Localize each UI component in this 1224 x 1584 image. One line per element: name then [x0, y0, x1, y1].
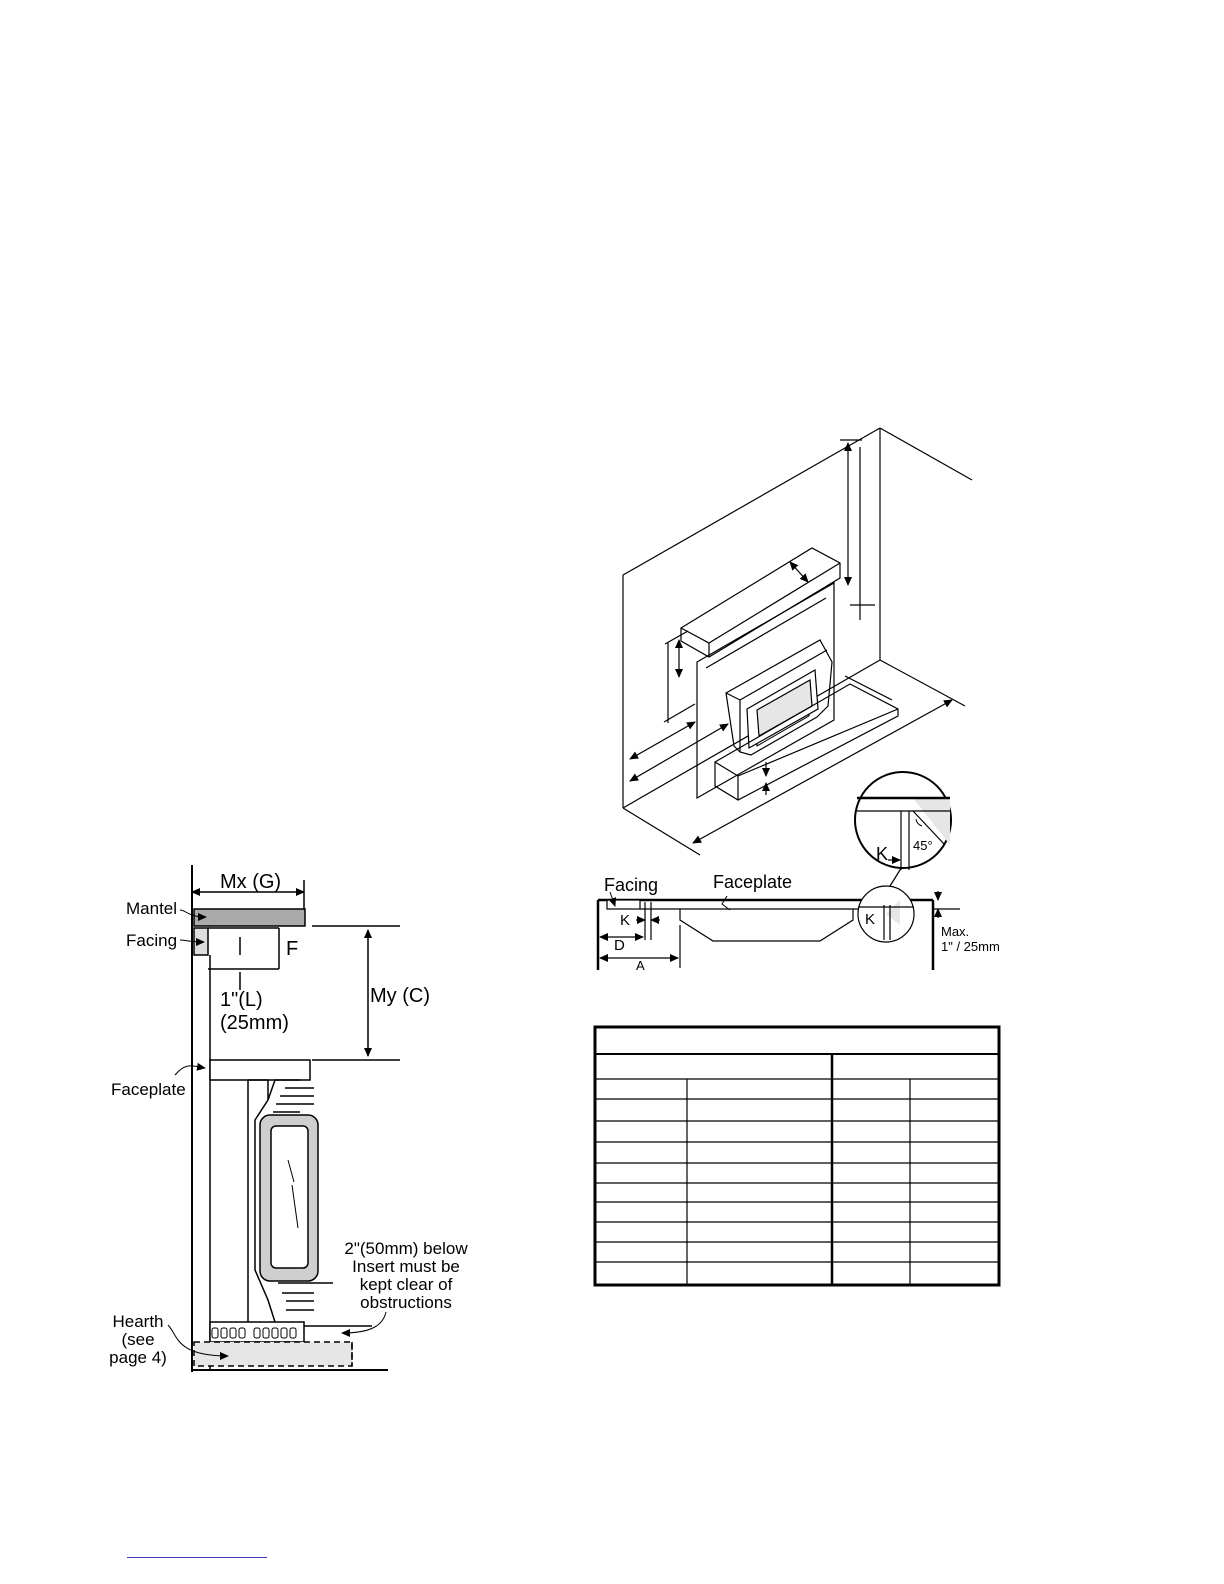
clearance-note-line3: kept clear of — [359, 1275, 453, 1294]
hearth-label-line3: page 4) — [109, 1348, 167, 1367]
large-detail-angle-label: 45° — [913, 838, 933, 853]
clearance-note-line4: obstructions — [360, 1293, 452, 1312]
iso-left-tick-b — [664, 704, 695, 722]
bottom-rule — [127, 1557, 267, 1558]
l-label-line1: 1"(L) — [220, 989, 263, 1011]
iso-floor-dim-1 — [630, 722, 695, 759]
back-wall-top — [623, 428, 880, 575]
lower-fins — [278, 1283, 333, 1310]
floor-side-edge — [880, 660, 965, 706]
dimension-table — [595, 1027, 999, 1285]
faceplate-shape — [210, 1060, 310, 1080]
f-label: F — [286, 938, 299, 960]
plan-view-diagram — [598, 772, 960, 970]
faceplate-leader — [175, 1066, 205, 1075]
table-outer-border — [595, 1027, 999, 1285]
iso-floor-dim-2 — [630, 724, 728, 781]
iso-mantel — [681, 548, 840, 657]
facing-label: Facing — [126, 931, 178, 950]
large-detail-k-label: K — [876, 844, 889, 864]
mantel-label: Mantel — [126, 899, 178, 918]
hearth-zone — [194, 1342, 352, 1366]
plan-facing — [607, 900, 640, 909]
my-label: My (C) — [370, 985, 430, 1007]
hearth-label-line2: (see — [121, 1330, 155, 1349]
plan-faceplate-leader — [722, 896, 730, 910]
clearance-leader — [342, 1312, 386, 1333]
plan-max-label-line1: Max. — [941, 924, 970, 939]
plan-max-label-line2: 1" / 25mm — [941, 939, 1000, 954]
plan-facing-label: Facing — [604, 875, 659, 895]
door-glass — [271, 1126, 308, 1268]
plan-insert — [680, 909, 853, 941]
clearance-note-line2: Insert must be — [352, 1257, 460, 1276]
plan-detail-k-label: K — [865, 911, 876, 928]
plan-d-label: D — [614, 937, 625, 954]
side-wall-top — [880, 428, 972, 480]
iso-left-tick-a — [665, 631, 688, 644]
plan-a-label: A — [636, 958, 645, 973]
iso-hearth-side-dim — [845, 676, 892, 700]
plan-view-labels — [604, 838, 1000, 973]
plan-k-label: K — [620, 912, 631, 929]
faceplate-label: Faceplate — [111, 1080, 186, 1099]
iso-mantel-depth-dim — [790, 562, 808, 582]
hearth-label-line1: Hearth — [112, 1312, 164, 1331]
clearance-note-line1: 2"(50mm) below — [344, 1239, 468, 1258]
floor-front-edge — [623, 808, 700, 855]
mantel-shape — [194, 909, 305, 926]
plan-faceplate-label: Faceplate — [713, 872, 793, 892]
upper-fins — [273, 1088, 314, 1112]
mx-label: Mx (G) — [220, 871, 282, 893]
l-label-line2: (25mm) — [220, 1012, 289, 1034]
